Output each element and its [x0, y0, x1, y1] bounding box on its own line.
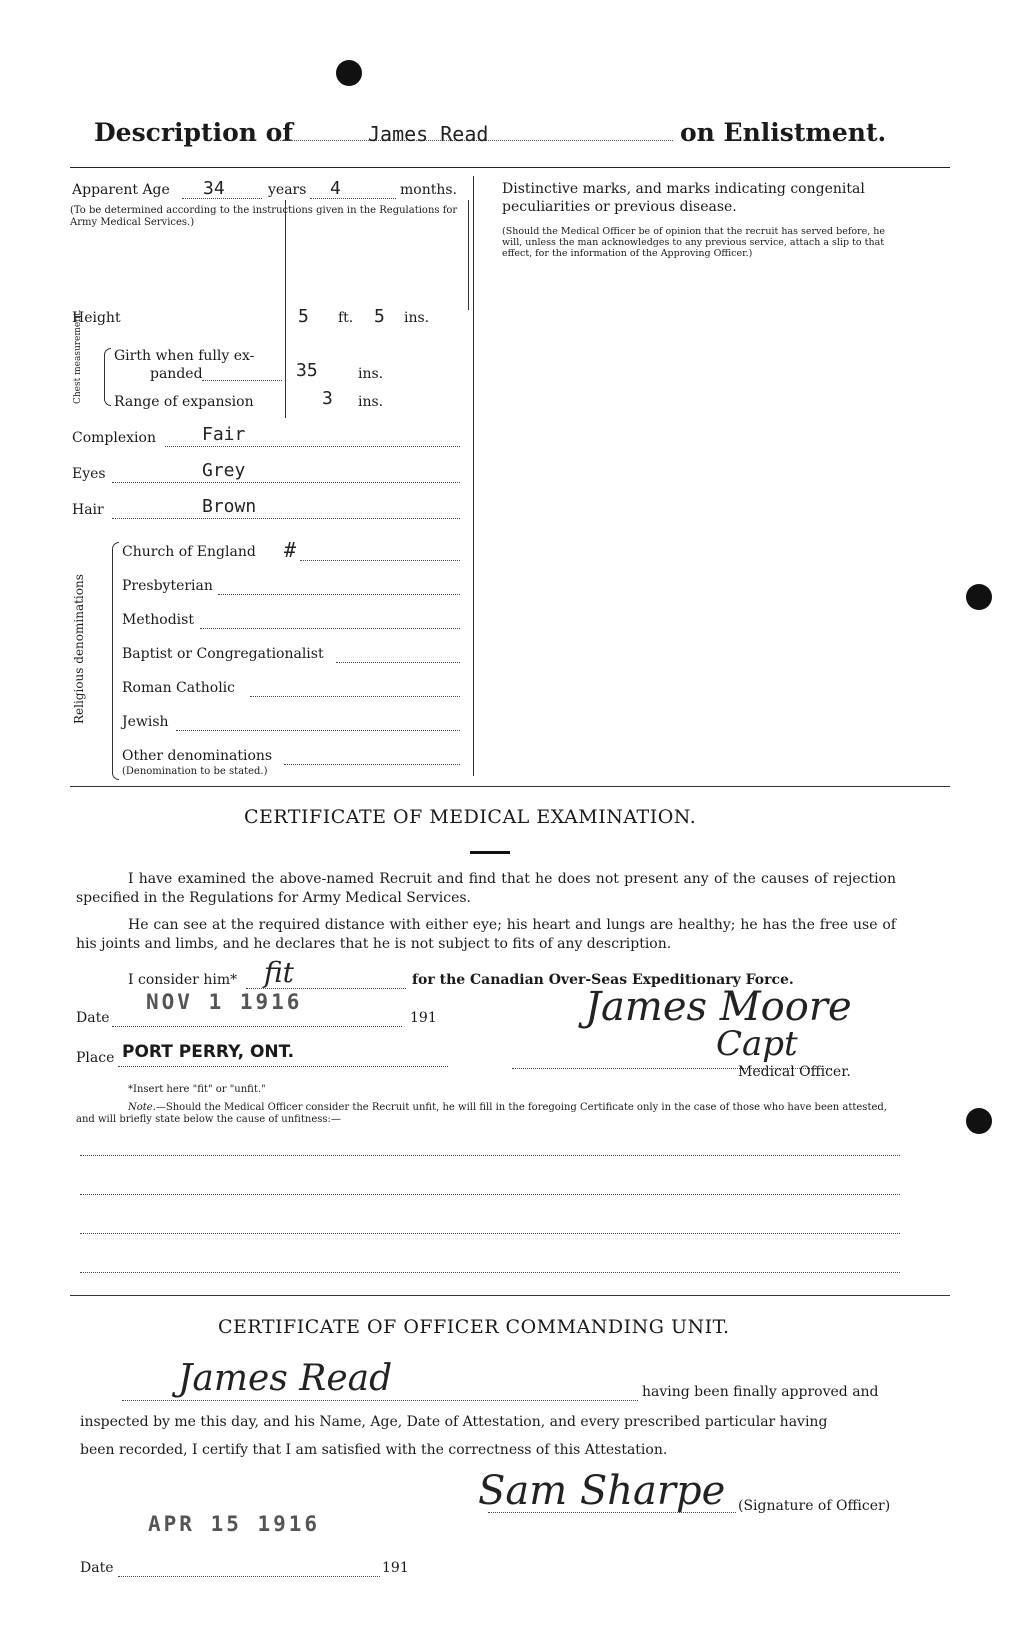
hair-label: Hair: [72, 502, 104, 518]
range-unit: ins.: [358, 394, 384, 410]
height-in: 5: [374, 306, 385, 327]
months-label: months.: [400, 182, 457, 198]
commanding-date-stamp: APR 15 1916: [148, 1512, 321, 1536]
medical-officer-label: Medical Officer.: [738, 1064, 851, 1080]
punch-hole-right-lower: [966, 1108, 992, 1134]
place-label: Place: [76, 1050, 115, 1066]
girth-value: 35: [296, 360, 318, 381]
medical-para-1: I have examined the above-named Recruit and find that he does not present any of the causes of rejection specified in the Regulations for Army Medical Services.: [76, 871, 896, 906]
punch-hole-right-upper: [966, 584, 992, 610]
consider-label: I consider him*: [128, 972, 238, 988]
religion-item-5: Roman Catholic: [122, 680, 235, 696]
girth-label-1: Girth when fully ex-: [114, 348, 255, 364]
place-value: PORT PERRY, ONT.: [122, 1042, 295, 1062]
religion-item-3: Methodist: [122, 612, 194, 628]
age-label: Apparent Age: [72, 182, 170, 198]
eyes-label: Eyes: [72, 466, 106, 482]
medical-year-suffix: 191: [410, 1010, 437, 1026]
recruit-name: James Read: [368, 122, 489, 146]
force-label: for the Canadian Over-Seas Expeditionary Force.: [412, 972, 794, 988]
eyes-value: Grey: [202, 460, 246, 481]
medical-officer-signature: James Moore: [585, 984, 852, 1030]
approved-text: having been finally approved and: [642, 1384, 879, 1400]
medical-note-text: —Should the Medical Officer consider the Recruit unfit, he will fill in the foregoing Certificate only in the case of those who have been attested, and will briefly state below the cause of unfitness:—: [76, 1102, 887, 1125]
header-left: Description of: [94, 118, 294, 147]
religion-mark: #: [284, 538, 297, 562]
complexion-value: Fair: [202, 424, 246, 445]
complexion-label: Complexion: [72, 430, 156, 446]
age-years: 34: [203, 178, 225, 199]
commanding-line-2: inspected by me this day, and his Name, Age, Date of Attestation, and every prescribed particular having: [80, 1414, 828, 1430]
age-months: 4: [330, 178, 341, 199]
date-label: Date: [76, 1010, 110, 1026]
chest-group-label: Chest measurement.: [73, 309, 83, 404]
age-note: (To be determined according to the instructions given in the Regulations for Army Medical Services.): [70, 205, 458, 228]
religion-item-4: Baptist or Congregationalist: [122, 646, 324, 662]
range-value: 3: [322, 388, 333, 409]
commanding-year-suffix: 191: [382, 1560, 409, 1576]
punch-hole-top: [336, 60, 362, 86]
marks-title: Distinctive marks, and marks indicating congenital peculiarities or previous disease.: [502, 181, 865, 215]
commanding-officer-signature: Sam Sharpe: [478, 1468, 726, 1514]
years-label: years: [268, 182, 307, 198]
religion-note: (Denomination to be stated.): [122, 766, 268, 777]
medical-para-2: He can see at the required distance with either eye; his heart and lungs are healthy; he has the free use of his joints and limbs, and he declares that he is not subject to fits of any description.: [76, 917, 896, 952]
ins-label: ins.: [404, 310, 430, 326]
marks-note: (Should the Medical Officer be of opinion that the recruit has served before, he will, unless the man acknowledges to any previous service, attach a slip to that effect, for the information of the Approving Officer.): [502, 226, 886, 259]
commanding-line-3: been recorded, I certify that I am satisfied with the correctness of this Attestation.: [80, 1442, 668, 1458]
height-label: Height: [72, 310, 121, 326]
medical-note-label: Note.: [128, 1102, 156, 1113]
header-right: on Enlistment.: [680, 118, 887, 147]
religion-item-2: Presbyterian: [122, 578, 213, 594]
medical-note: [76, 1102, 902, 1126]
ft-label: ft.: [338, 310, 354, 326]
recruit-signature: James Read: [178, 1358, 393, 1399]
medical-officer-rank: Capt: [716, 1024, 798, 1064]
range-label: Range of expansion: [114, 394, 254, 410]
medical-title: CERTIFICATE OF MEDICAL EXAMINATION.: [244, 806, 697, 828]
religion-item-1: Church of England: [122, 544, 256, 560]
commanding-date-label: Date: [80, 1560, 114, 1576]
hair-value: Brown: [202, 496, 257, 517]
religion-item-6: Jewish: [122, 714, 169, 730]
girth-label-2: panded: [150, 366, 203, 382]
height-ft: 5: [298, 306, 309, 327]
fit-value: fit: [264, 956, 294, 989]
commanding-title: CERTIFICATE OF OFFICER COMMANDING UNIT.: [218, 1316, 730, 1338]
signature-of-officer-label: (Signature of Officer): [738, 1498, 891, 1514]
insert-note: *Insert here "fit" or "unfit.": [128, 1084, 266, 1095]
girth-unit: ins.: [358, 366, 384, 382]
religion-group-label: Religious denominations: [72, 574, 86, 724]
religion-item-7: Other denominations: [122, 748, 273, 764]
medical-date-stamp: NOV 1 1916: [146, 990, 303, 1014]
